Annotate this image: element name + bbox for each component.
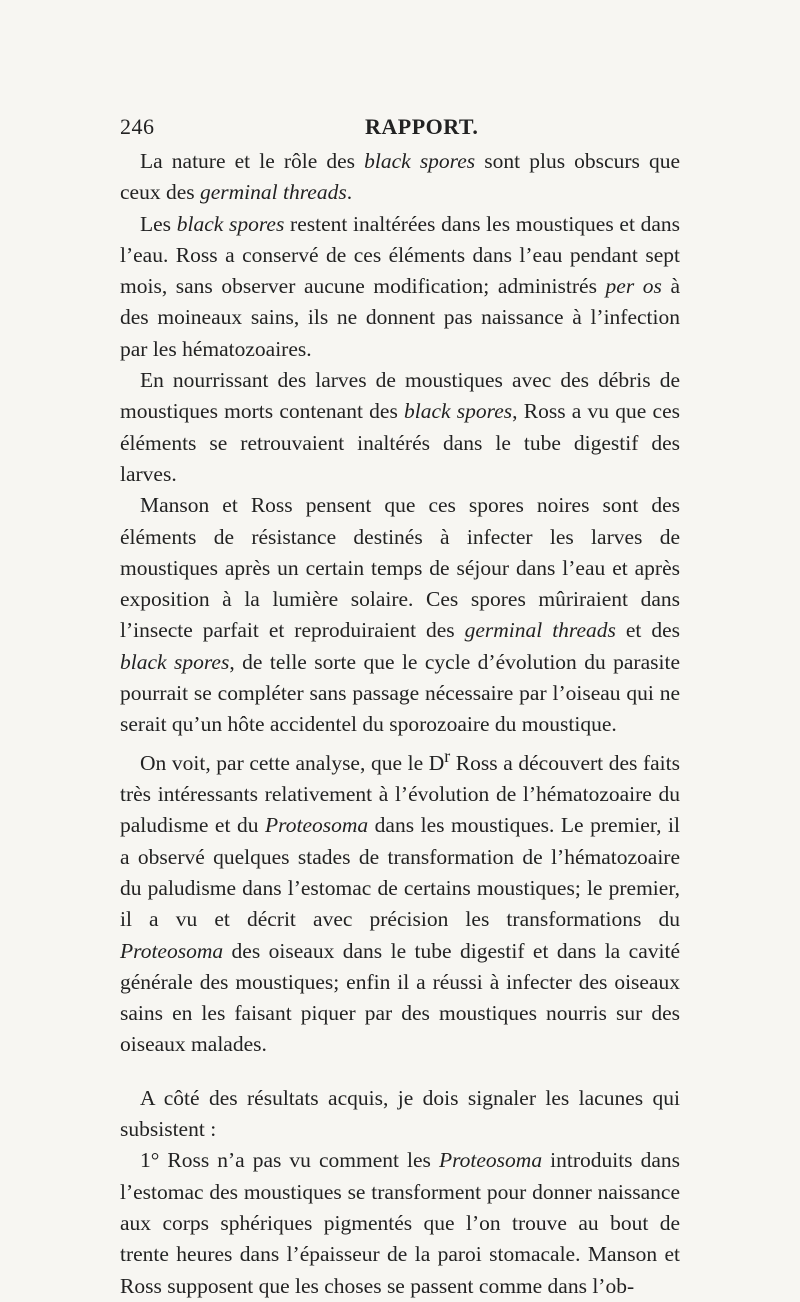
body-text <box>120 146 680 1302</box>
paragraph-1: La nature et le rôle des black spores sont plus obscurs que ceux des germinal threads. <box>120 149 681 205</box>
paragraph-7: 1° Ross n’a pas vu comment les Proteosoma introduits dans l’estomac des moustiques se transforment pour donner naissance aux corps sphériques pigmentés que l’on trouve au bout de trente heures dans l’épaisseur de la paroi stomacale. Manson et Ross supposent que les choses se passent comme dans l’ob- <box>120 1148 680 1298</box>
paragraph-6: A côté des résultats acquis, je dois signaler les lacunes qui subsistent : <box>120 1085 680 1142</box>
paragraph-2: Les black spores restent inaltérées dans les moustiques et dans l’eau. Ross a conservé de ces éléments dans l’eau pendant sept mois, sans observer aucune modification; administrés per os à des moineaux sains, ils ne donnent pas naissance à l’infection par les hématozoaires. <box>120 211 681 361</box>
page-header <box>120 114 680 144</box>
page-number: 246 <box>120 114 155 139</box>
running-title: RAPPORT. <box>365 114 479 139</box>
paragraph-3: En nourrissant des larves de moustiques avec des débris de moustiques morts contenant des black spores, Ross a vu que ces éléments se retrouvaient inaltérés dans le tube digestif des larves. <box>120 368 680 486</box>
paragraph-5: On voit, par cette analyse, que le $D^r$ Ross a découvert des faits très intéressants relativement à l’évolution de l’hématozoaire du paludisme et du Proteosoma dans les moustiques. Le premier, il a observé quelques stades de transformation de l’hématozoaire du paludisme dans l’estomac de certains moustiques; le premier, il a vu et décrit avec précision les transformations du Proteosoma des oiseaux dans le tube digestif et dans la cavité générale des moustiques; enfin il a réussi à infecter des oiseaux sains en les faisant piquer par des moustiques nourris sur des oiseaux malades. <box>120 745 680 1057</box>
paragraph-4: Manson et Ross pensent que ces spores noires sont des éléments de résistance destinés à infecter les larves de moustiques après un certain temps de séjour dans l’eau et après exposition à la lumière solaire. Ces spores mûriraient dans l’insecte parfait et reproduiraient des germinal threads et des black spores, de telle sorte que le cycle d’évolution du parasite pourrait se compléter sans passage nécessaire par l’oiseau qui ne serait qu’un hôte accidentel du sporozoaire du moustique. <box>120 493 680 737</box>
